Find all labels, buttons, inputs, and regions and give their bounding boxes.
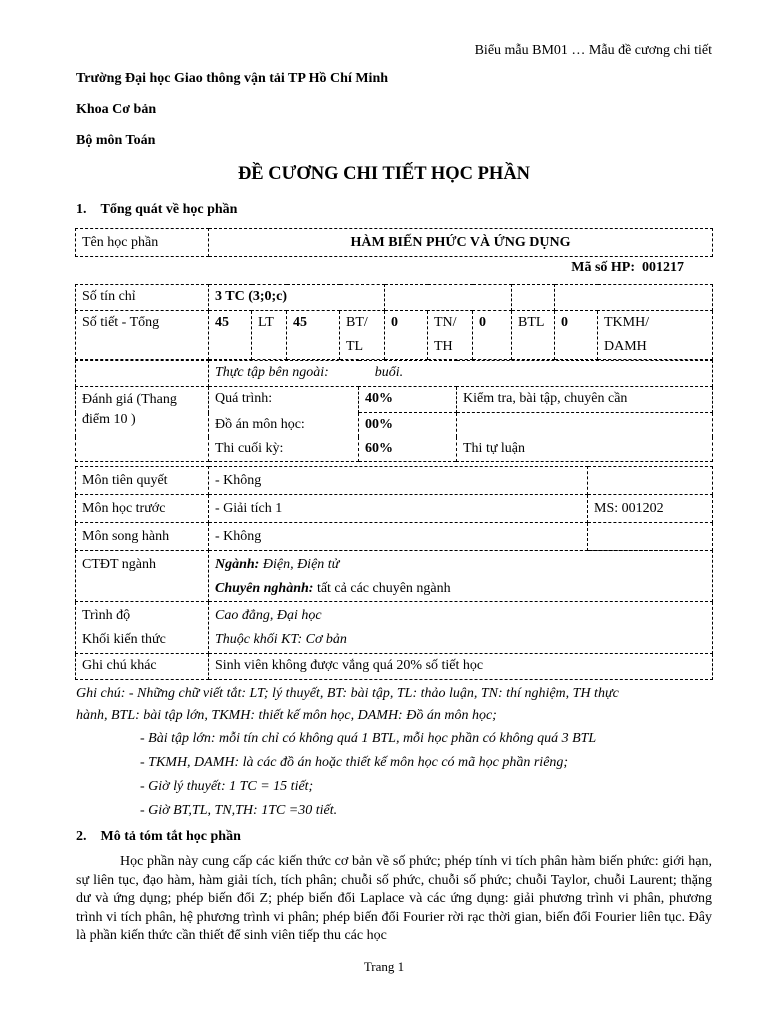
course-name-table (75, 228, 713, 257)
prior-value: - Giải tích 1 (209, 495, 588, 523)
tn-label: TN/ TH (428, 311, 473, 360)
internship-row (209, 361, 713, 387)
bt-label: BT/ TL (340, 311, 385, 360)
periods-total: 45 (209, 311, 252, 360)
course-code: 001217 (642, 260, 684, 275)
section2-body: Học phần này cung cấp các kiến thức cơ bản về số phức; phép tính vi tích phân hàm biến phức: giới hạn, sự liên tục, đạo hàm, hàm giải tích, tích phân; chuỗi số phức, chuỗi số phức; chuỗi Taylor, chuỗi Laurent; thặng dư và ứng dụng; phép biến đổi Z; phép biến đổi Laplace và các ứng dụng: giải phương trình vi phân, phương trình vi tích phân, hệ phương trình vi phân; phép biến đổi Fourier rời rạc thời gian, biến đổi Fourier liên tục. Đây là phần kiến thức cần thiết để sinh viên tiếp thu các học (76, 854, 712, 944)
lt-label: LT (252, 311, 287, 360)
process-label: Quá trình: (209, 387, 359, 413)
section1-title: Tổng quát về học phần (100, 202, 238, 217)
prerequisites-table (75, 466, 713, 551)
lt-value: 45 (287, 311, 340, 360)
university-name: Trường Đại học Giao thông vận tải TP Hồ Chí Minh (76, 71, 389, 86)
other-notes-label: Ghi chú khác (76, 654, 209, 680)
document-title: ĐỀ CƯƠNG CHI TIẾT HỌC PHẦN (237, 164, 531, 184)
periods-label: Số tiết - Tổng (76, 311, 209, 360)
process-note: Kiểm tra, bài tập, chuyên cần (457, 387, 713, 413)
final-pct: 60% (359, 437, 457, 462)
notes-item3: - Giờ lý thuyết: 1 TC = 15 tiết; (140, 779, 314, 794)
btl-value: 0 (555, 311, 598, 360)
faculty-name: Khoa Cơ bản (76, 102, 157, 117)
department-name: Bộ môn Toán (76, 133, 156, 148)
knowledge-label: Khối kiến thức (82, 632, 166, 647)
program-label: CTĐT ngành (76, 551, 209, 602)
section1-number: 1. (76, 202, 87, 217)
credits-value: 3 TC (3;0;c) (209, 285, 385, 311)
program-table (75, 550, 713, 680)
form-reference: Biểu mẫu BM01 … Mẫu đề cương chi tiết (474, 43, 712, 58)
specialization-label: Chuyên nghành: (215, 581, 314, 596)
knowledge-value: Thuộc khối KT: Cơ bản (215, 632, 347, 647)
notes-item1: - Bài tập lớn: mỗi tín chỉ có không quá 1 BTL, mỗi học phần có không quá 3 BTL (140, 731, 597, 746)
level-label: Trình độ (82, 608, 131, 623)
final-label: Thi cuối kỳ: (209, 437, 359, 462)
major-value: Điện, Điện tử (262, 557, 340, 572)
section2-title: Mô tả tóm tắt học phần (100, 829, 241, 844)
section1-heading (76, 202, 237, 218)
parallel-label: Môn song hành (76, 523, 209, 551)
major-line (215, 553, 706, 577)
assessment-label: Đánh giá (Thang điểm 10 ) (76, 387, 209, 462)
credits-table (75, 284, 713, 360)
course-code-label: Mã số HP: (571, 260, 635, 275)
process-pct: 40% (359, 387, 457, 413)
internship-label: Thực tập bên ngoài: (215, 365, 329, 380)
project-label: Đồ án môn học: (209, 413, 359, 438)
final-note: Thi tự luận (457, 413, 713, 462)
specialization-value: tất cả các chuyên ngành (316, 581, 451, 596)
section2-heading (76, 829, 241, 845)
prereq-label: Môn tiên quyết (76, 467, 209, 495)
notes-line1: Ghi chú: - Những chữ viết tắt: LT; lý thuyết, BT: bài tập, TL: thảo luận, TN: thí nghiệm, TH thực (76, 686, 619, 701)
btl-label: BTL (512, 311, 555, 360)
project-pct: 00% (359, 413, 457, 438)
tn-value: 0 (473, 311, 512, 360)
course-code-line (571, 260, 684, 276)
prereq-value: - Không (209, 467, 588, 495)
other-notes-value: Sinh viên không được vắng quá 20% số tiết học (209, 654, 713, 680)
course-info-table (75, 360, 713, 462)
notes-item2: - TKMH, DAMH: là các đồ án hoặc thiết kế môn học có mã học phần riêng; (140, 755, 569, 770)
parallel-value: - Không (209, 523, 588, 551)
course-name-label: Tên học phần (76, 229, 209, 257)
specialization-line (215, 577, 706, 601)
internship-unit: buổi. (374, 365, 404, 380)
tkmh-label: TKMH/ DAMH (598, 311, 713, 360)
prior-label: Môn học trước (76, 495, 209, 523)
notes-item4: - Giờ BT,TL, TN,TH: 1TC =30 tiết. (140, 803, 338, 818)
major-label: Ngành: (215, 557, 260, 572)
notes-line2: hành, BTL: bài tập lớn, TKMH: thiết kế môn học, DAMH: Đồ án môn học; (76, 708, 497, 723)
bt-value: 0 (385, 311, 428, 360)
page-number: Trang 1 (363, 959, 405, 974)
course-name: HÀM BIẾN PHỨC VÀ ỨNG DỤNG (209, 229, 713, 257)
prior-code: MS: 001202 (588, 495, 713, 523)
level-value: Cao đẳng, Đại học (215, 608, 322, 623)
credits-label: Số tín chỉ (76, 285, 209, 311)
section2-number: 2. (76, 829, 87, 844)
